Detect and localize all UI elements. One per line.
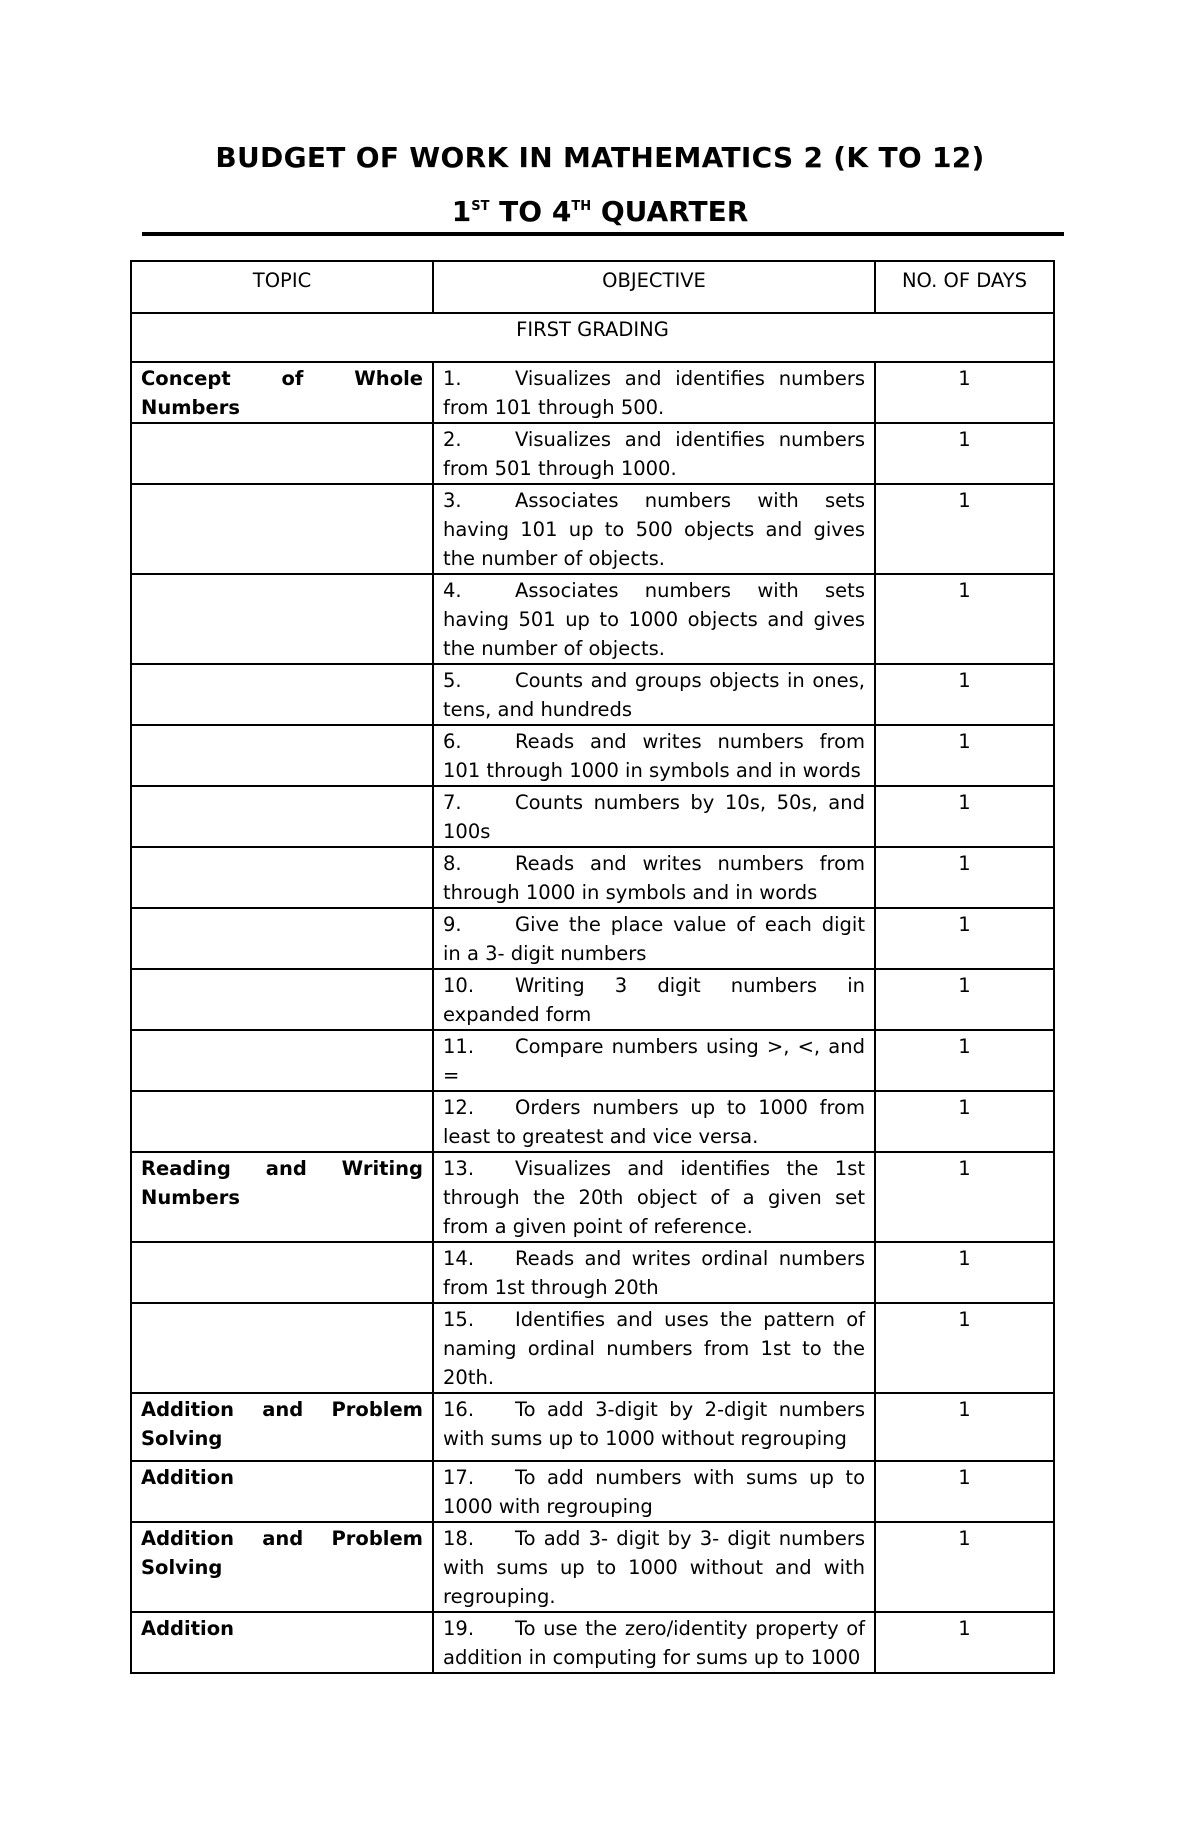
budget-table xyxy=(130,260,1055,1674)
table-row xyxy=(131,423,1054,484)
table-row xyxy=(131,1242,1054,1303)
table-row xyxy=(131,1522,1054,1612)
objective-text: Writing 3 digit numbers in expanded form xyxy=(443,974,865,1026)
section-row xyxy=(131,313,1054,362)
row-objective xyxy=(433,1393,875,1461)
row-topic: Concept of Whole Numbers xyxy=(131,362,433,423)
row-objective xyxy=(433,1242,875,1303)
row-topic: Reading and Writing Numbers xyxy=(131,1152,433,1242)
objective-text: Counts numbers by 10s, 50s, and 100s xyxy=(443,791,865,843)
header-objective: OBJECTIVE xyxy=(433,261,875,313)
row-topic xyxy=(131,1091,433,1152)
row-topic xyxy=(131,969,433,1030)
objective-number: 14. xyxy=(443,1247,475,1270)
table-row xyxy=(131,1612,1054,1673)
objective-number: 16. xyxy=(443,1398,475,1421)
row-days: 1 xyxy=(875,484,1054,574)
row-topic xyxy=(131,786,433,847)
row-objective xyxy=(433,1612,875,1673)
row-objective xyxy=(433,786,875,847)
table-row xyxy=(131,664,1054,725)
objective-number: 2. xyxy=(443,428,462,451)
document-title: BUDGET OF WORK IN MATHEMATICS 2 (K TO 12) xyxy=(215,141,985,174)
objective-text: Reads and writes numbers from through 1000 in symbols and in words xyxy=(443,852,865,904)
row-days: 1 xyxy=(875,725,1054,786)
objective-number: 11. xyxy=(443,1035,475,1058)
subtitle-q1: 1 xyxy=(451,195,472,228)
objective-number: 3. xyxy=(443,489,462,512)
row-days: 1 xyxy=(875,574,1054,664)
table-row xyxy=(131,847,1054,908)
objective-number: 17. xyxy=(443,1466,475,1489)
row-objective xyxy=(433,362,875,423)
row-days: 1 xyxy=(875,423,1054,484)
table-row xyxy=(131,1393,1054,1461)
row-days: 1 xyxy=(875,1612,1054,1673)
objective-text: Visualizes and identifies numbers from 501 through 1000. xyxy=(443,428,865,480)
row-days: 1 xyxy=(875,908,1054,969)
objective-text: To use the zero/identity property of addition in computing for sums up to 1000 xyxy=(443,1617,865,1669)
subtitle-q4-sup: TH xyxy=(571,199,592,214)
table-row xyxy=(131,1303,1054,1393)
objective-text: To add 3- digit by 3- digit numbers with sums up to 1000 without and with regrouping. xyxy=(443,1527,865,1608)
row-topic: Addition xyxy=(131,1612,433,1673)
objective-number: 5. xyxy=(443,669,462,692)
table-row xyxy=(131,969,1054,1030)
row-topic: Addition xyxy=(131,1461,433,1522)
objective-number: 12. xyxy=(443,1096,475,1119)
table-row xyxy=(131,786,1054,847)
subtitle-mid: TO 4 xyxy=(489,195,572,228)
objective-number: 9. xyxy=(443,913,462,936)
objective-text: Give the place value of each digit in a 3- digit numbers xyxy=(443,913,865,965)
row-topic xyxy=(131,847,433,908)
objective-text: Orders numbers up to 1000 from least to greatest and vice versa. xyxy=(443,1096,865,1148)
objective-text: Associates numbers with sets having 501 up to 1000 objects and gives the number of objects. xyxy=(443,579,865,660)
row-topic: Addition and Problem Solving xyxy=(131,1393,433,1461)
header-days: NO. OF DAYS xyxy=(875,261,1054,313)
document-subtitle xyxy=(0,195,1200,228)
row-topic xyxy=(131,484,433,574)
objective-number: 6. xyxy=(443,730,462,753)
objective-number: 4. xyxy=(443,579,462,602)
table-row xyxy=(131,362,1054,423)
objective-text: Reads and writes numbers from 101 through 1000 in symbols and in words xyxy=(443,730,865,782)
objective-number: 19. xyxy=(443,1617,475,1640)
row-topic xyxy=(131,664,433,725)
objective-number: 18. xyxy=(443,1527,475,1550)
table-row xyxy=(131,725,1054,786)
table-row xyxy=(131,574,1054,664)
row-topic xyxy=(131,1030,433,1091)
row-objective xyxy=(433,1030,875,1091)
row-topic xyxy=(131,574,433,664)
row-days: 1 xyxy=(875,969,1054,1030)
objective-number: 10. xyxy=(443,974,475,997)
title-underline xyxy=(142,232,1064,236)
row-days: 1 xyxy=(875,1030,1054,1091)
row-objective xyxy=(433,1522,875,1612)
row-days: 1 xyxy=(875,847,1054,908)
objective-text: Reads and writes ordinal numbers from 1st through 20th xyxy=(443,1247,865,1299)
objective-number: 7. xyxy=(443,791,462,814)
row-days: 1 xyxy=(875,1091,1054,1152)
row-days: 1 xyxy=(875,1522,1054,1612)
table-row xyxy=(131,1461,1054,1522)
row-topic xyxy=(131,1303,433,1393)
row-topic: Addition and Problem Solving xyxy=(131,1522,433,1612)
section-first-grading: FIRST GRADING xyxy=(131,313,1054,362)
row-days: 1 xyxy=(875,664,1054,725)
objective-text: To add 3-digit by 2-digit numbers with sums up to 1000 without regrouping xyxy=(443,1398,865,1450)
row-objective xyxy=(433,908,875,969)
header-topic: TOPIC xyxy=(131,261,433,313)
table-row xyxy=(131,908,1054,969)
row-objective xyxy=(433,423,875,484)
table-row xyxy=(131,1030,1054,1091)
table-header-row xyxy=(131,261,1054,313)
row-objective xyxy=(433,725,875,786)
row-objective xyxy=(433,574,875,664)
row-objective xyxy=(433,664,875,725)
row-days: 1 xyxy=(875,1152,1054,1242)
objective-text: Visualizes and identifies the 1st through the 20th object of a given set from a given point of reference. xyxy=(443,1157,865,1238)
row-days: 1 xyxy=(875,1303,1054,1393)
objective-text: Compare numbers using >, <, and = xyxy=(443,1035,865,1087)
row-objective xyxy=(433,1091,875,1152)
objective-number: 15. xyxy=(443,1308,475,1331)
objective-number: 13. xyxy=(443,1157,475,1180)
row-topic xyxy=(131,1242,433,1303)
row-days: 1 xyxy=(875,1461,1054,1522)
row-topic xyxy=(131,423,433,484)
subtitle-end: QUARTER xyxy=(591,195,749,228)
row-days: 1 xyxy=(875,1393,1054,1461)
objective-text: Counts and groups objects in ones, tens, and hundreds xyxy=(443,669,865,721)
row-days: 1 xyxy=(875,1242,1054,1303)
objective-number: 8. xyxy=(443,852,462,875)
row-topic xyxy=(131,725,433,786)
row-objective xyxy=(433,1152,875,1242)
row-objective xyxy=(433,847,875,908)
objective-number: 1. xyxy=(443,367,462,390)
row-objective xyxy=(433,1303,875,1393)
row-topic xyxy=(131,908,433,969)
table-row xyxy=(131,1152,1054,1242)
table-row xyxy=(131,484,1054,574)
objective-text: Visualizes and identifies numbers from 101 through 500. xyxy=(443,367,865,419)
row-objective xyxy=(433,484,875,574)
objective-text: Identifies and uses the pattern of naming ordinal numbers from 1st to the 20th. xyxy=(443,1308,865,1389)
table-row xyxy=(131,1091,1054,1152)
objective-text: Associates numbers with sets having 101 up to 500 objects and gives the number of objects. xyxy=(443,489,865,570)
objective-text: To add numbers with sums up to 1000 with regrouping xyxy=(443,1466,865,1518)
subtitle-q1-sup: ST xyxy=(471,199,490,214)
row-objective xyxy=(433,1461,875,1522)
row-days: 1 xyxy=(875,362,1054,423)
row-objective xyxy=(433,969,875,1030)
row-days: 1 xyxy=(875,786,1054,847)
